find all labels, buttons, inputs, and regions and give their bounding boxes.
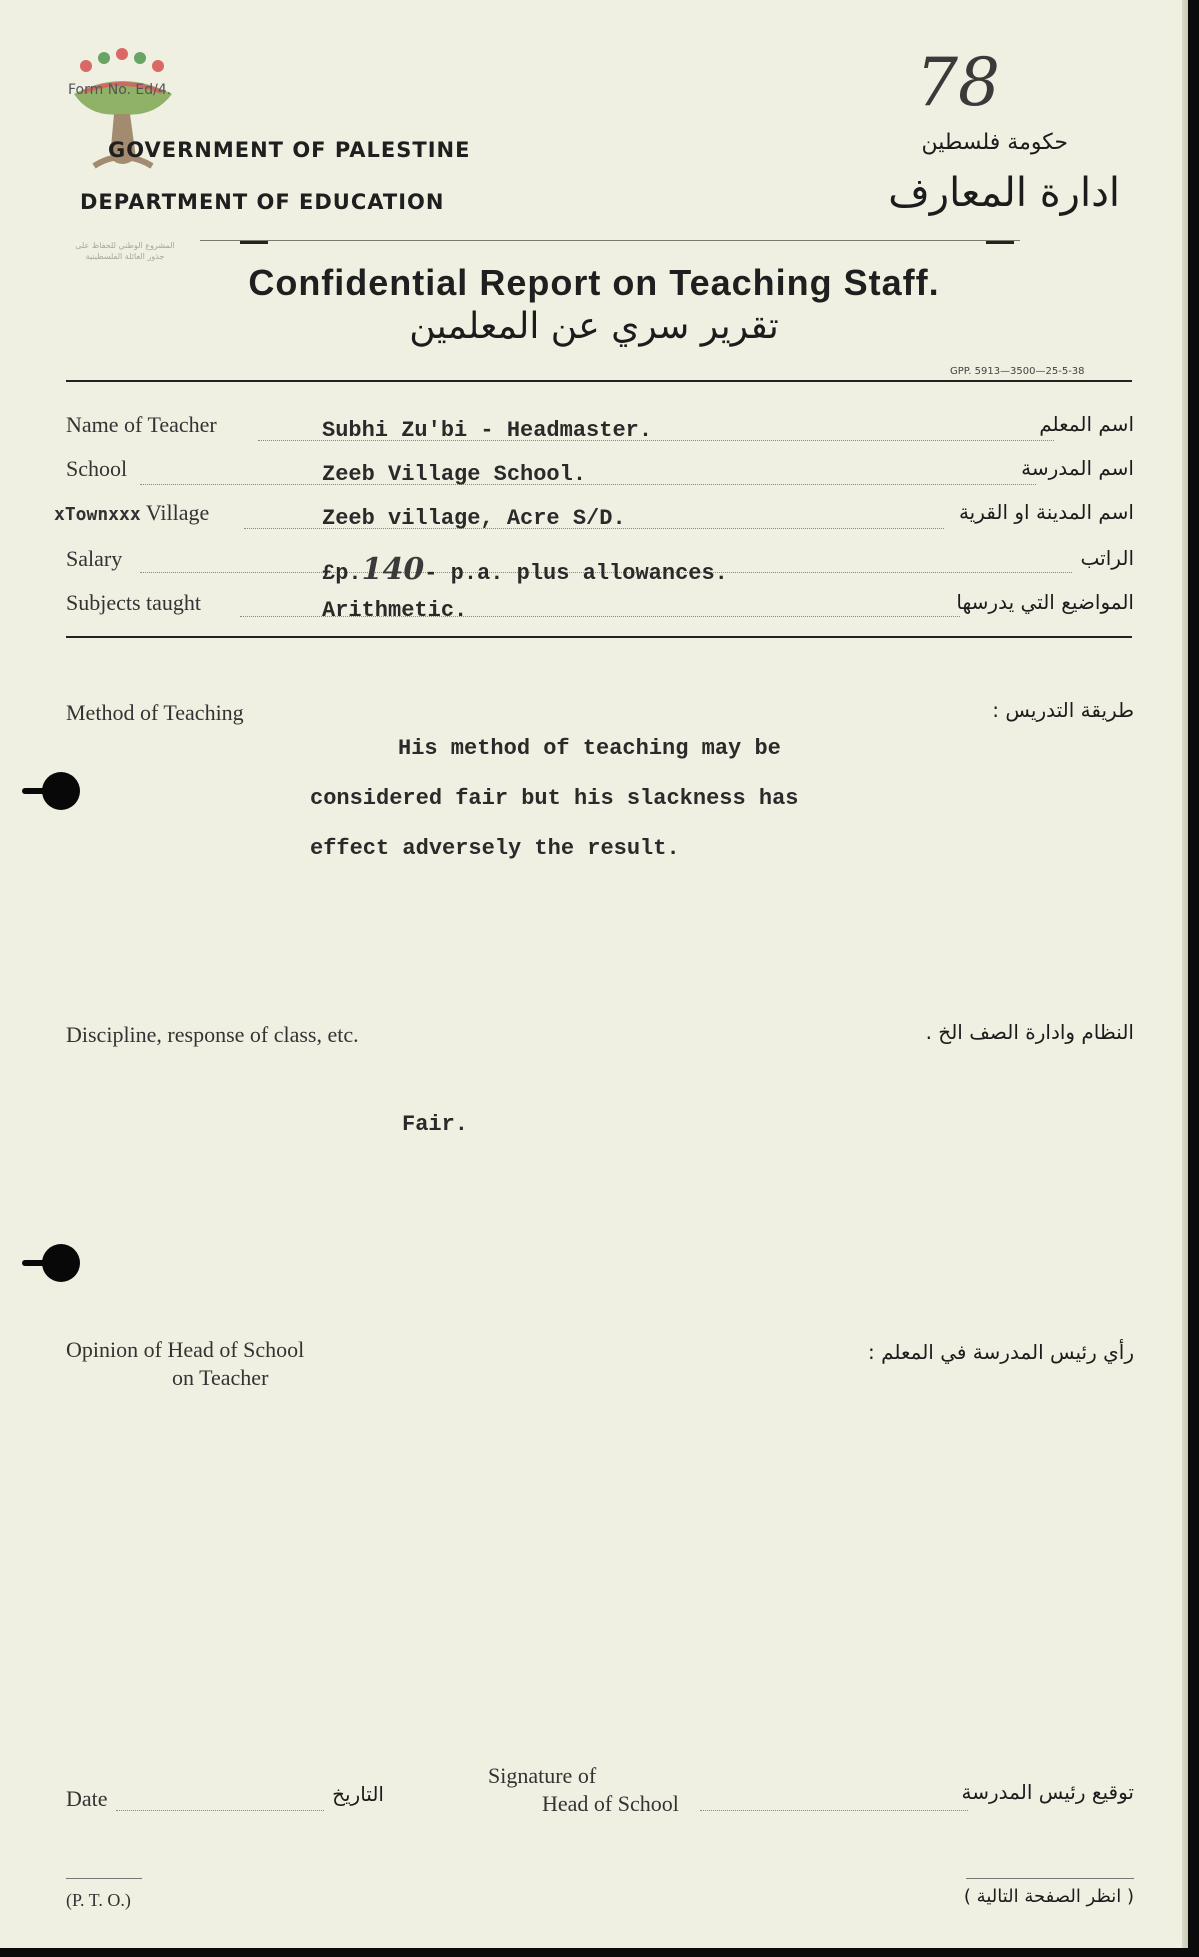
date-label-ar: التاريخ bbox=[332, 1782, 384, 1806]
punch-hole bbox=[42, 772, 80, 810]
discipline-value: Fair. bbox=[402, 1112, 469, 1137]
signature-label-ar: توقيع رئيس المدرسة bbox=[961, 1780, 1134, 1804]
method-label: Method of Teaching bbox=[66, 700, 244, 725]
government-heading: GOVERNMENT OF PALESTINE bbox=[108, 138, 471, 162]
department-heading: DEPARTMENT OF EDUCATION bbox=[80, 190, 445, 214]
method-line-2: considered fair but his slackness has bbox=[310, 786, 799, 811]
opinion-label: Opinion of Head of School on Teacher bbox=[66, 1337, 305, 1390]
discipline-label: Discipline, response of class, etc. bbox=[66, 1022, 359, 1047]
method-line-3: effect adversely the result. bbox=[310, 836, 680, 861]
department-heading-ar: ادارة المعارف bbox=[888, 170, 1120, 216]
watermark-caption: المشروع الوطني للحفاظ على جذور العائلة الفلسطينية bbox=[75, 241, 175, 261]
teacher-name-value: Subhi Zu'bi - Headmaster. bbox=[322, 418, 653, 443]
opinion-label-ar: رأي رئيس المدرسة في المعلم : bbox=[867, 1340, 1134, 1364]
salary-value: £p.140- p.a. plus allowances. bbox=[322, 552, 728, 587]
pto-label: (P. T. O.) bbox=[66, 1890, 131, 1910]
print-code: GPP. 5913—3500—25-5-38 bbox=[950, 366, 1085, 377]
date-label: Date bbox=[66, 1786, 108, 1811]
discipline-label-ar: النظام وادارة الصف الخ . bbox=[925, 1020, 1134, 1044]
signature-label: Signature of Head of School bbox=[488, 1763, 679, 1816]
document-page: المشروع الوطني للحفاظ على جذور العائلة الفلسطينية Form No. Ed/4. GOVERNMENT OF PALESTINE DEPARTMENT OF EDUCATION 78 حكومة فلسطين ادارة المعارف Confidential Report on Teaching Staff. تقرير سري عن المعلمين GPP. 5913—3500—25-5-38 Name of Teacher Subhi Zu'bi - Headmaster. اسم المعلم School Zeeb Village School. اسم المدرسة xTownxxx Village Zeeb village, Acre S/D. اسم المدينة او القرية Salary £p.140- p.a. plus allowances. الراتب Subjects taught Arithmetic. المواضيع التي يدرسها Method of Teaching طريقة التدريس : His method of teaching may be considered fair but his slackness has effect adversely the result. Discipline, response of class, etc. النظام وادارة الصف الخ . Fair. Opinion of Head of School on Teacher رأي رئيس المدرسة في المعلم : Date التاريخ Signature of Head of School توقيع رئيس المدرسة (P. T. O.) ( انظر الصفحة التالية ) bbox=[0, 0, 1188, 1948]
punch-hole bbox=[42, 1244, 80, 1282]
government-heading-ar: حكومة فلسطين bbox=[921, 130, 1068, 155]
pto-label-ar: ( انظر الصفحة التالية ) bbox=[963, 1886, 1134, 1907]
school-value: Zeeb Village School. bbox=[322, 462, 587, 487]
subjects-value: Arithmetic. bbox=[322, 598, 468, 623]
watermark-logo bbox=[64, 48, 182, 188]
report-title-ar: تقرير سري عن المعلمين bbox=[409, 306, 779, 347]
village-value: Zeeb village, Acre S/D. bbox=[322, 506, 626, 531]
report-title: Confidential Report on Teaching Staff. bbox=[248, 262, 940, 303]
method-line-1: His method of teaching may be bbox=[398, 736, 781, 761]
handwritten-page-number: 78 bbox=[916, 44, 1000, 121]
method-label-ar: طريقة التدريس : bbox=[992, 698, 1134, 722]
form-number: Form No. Ed/4. bbox=[68, 82, 172, 98]
